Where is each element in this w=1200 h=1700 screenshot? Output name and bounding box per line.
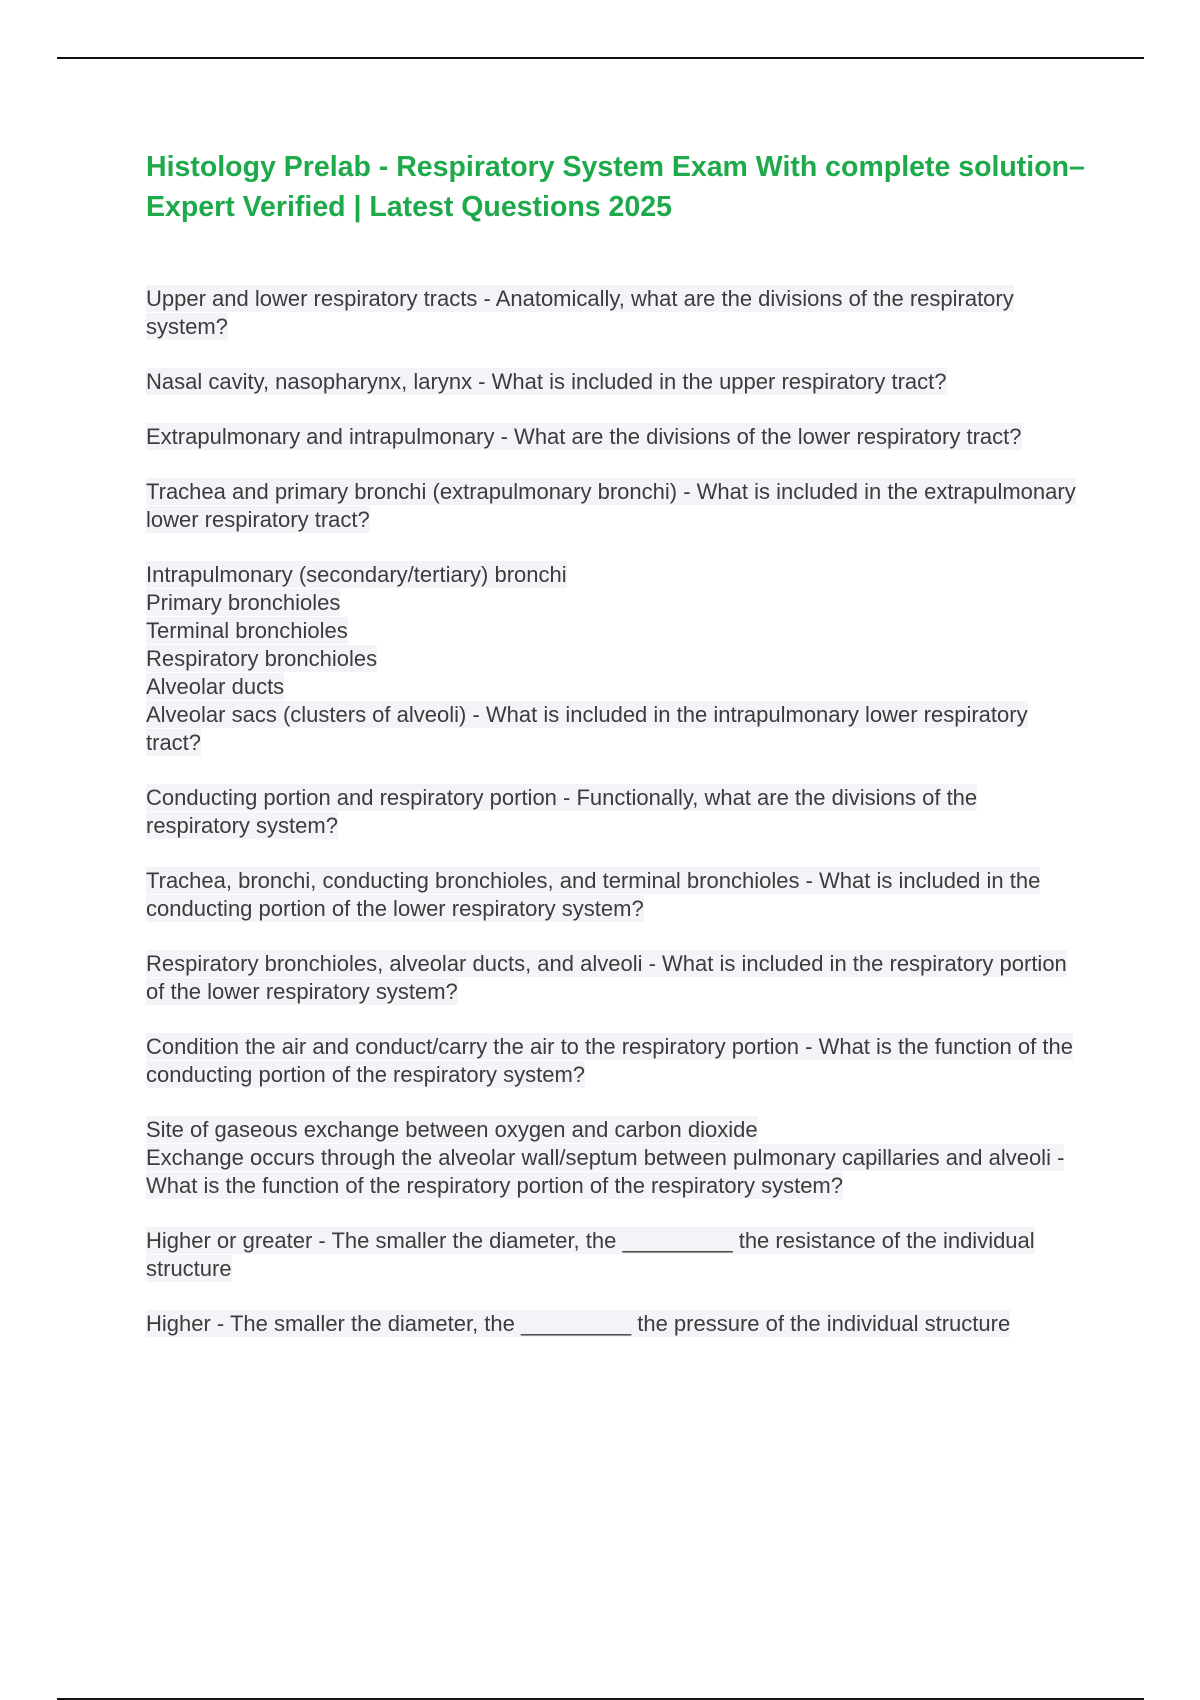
- qa-item: [146, 1033, 1086, 1089]
- qa-text: Extrapulmonary and intrapulmonary - What are the divisions of the lower respiratory tract?: [146, 424, 1022, 449]
- qa-text: Nasal cavity, nasopharynx, larynx - What is included in the upper respiratory tract?: [146, 369, 947, 394]
- qa-text: Upper and lower respiratory tracts - Anatomically, what are the divisions of the respiratory system?: [146, 286, 1014, 339]
- qa-text: Respiratory bronchioles, alveolar ducts, and alveoli - What is included in the respiratory portion of the lower respiratory system?: [146, 951, 1067, 1004]
- top-rule: [57, 57, 1144, 59]
- qa-item: [146, 1116, 1086, 1200]
- qa-list: [146, 285, 1086, 1338]
- qa-item: [146, 423, 1086, 451]
- qa-text: Site of gaseous exchange between oxygen and carbon dioxide Exchange occurs through the alveolar wall/septum between pulmonary capillaries and alveoli - What is the function of the respiratory portion of the respiratory system?: [146, 1117, 1065, 1198]
- qa-text: Condition the air and conduct/carry the air to the respiratory portion - What is the function of the conducting portion of the respiratory system?: [146, 1034, 1073, 1087]
- qa-text: Trachea, bronchi, conducting bronchioles, and terminal bronchioles - What is included in the conducting portion of the lower respiratory system?: [146, 868, 1041, 921]
- qa-text: Higher or greater - The smaller the diameter, the _________ the resistance of the individual structure: [146, 1228, 1035, 1281]
- qa-text: Trachea and primary bronchi (extrapulmonary bronchi) - What is included in the extrapulmonary lower respiratory tract?: [146, 479, 1076, 532]
- qa-item: [146, 478, 1086, 534]
- qa-item: [146, 285, 1086, 341]
- qa-text: Intrapulmonary (secondary/tertiary) bronchi Primary bronchioles Terminal bronchioles Respiratory bronchioles Alveolar ducts Alveolar sacs (clusters of alveoli) - What is included in the intrapulmonary lower respiratory tract?: [146, 562, 1028, 755]
- qa-item: [146, 950, 1086, 1006]
- qa-item: [146, 368, 1086, 396]
- qa-text: Conducting portion and respiratory portion - Functionally, what are the divisions of the respiratory system?: [146, 785, 978, 838]
- qa-text: Higher - The smaller the diameter, the _________ the pressure of the individual structure: [146, 1311, 1011, 1336]
- qa-item: [146, 1227, 1086, 1283]
- qa-item: [146, 561, 1086, 757]
- qa-item: [146, 867, 1086, 923]
- qa-item: [146, 1310, 1086, 1338]
- page-content: [146, 147, 1086, 1365]
- qa-item: [146, 784, 1086, 840]
- document-title: Histology Prelab - Respiratory System Exam With complete solution–Expert Verified | Latest Questions 2025: [146, 151, 1085, 223]
